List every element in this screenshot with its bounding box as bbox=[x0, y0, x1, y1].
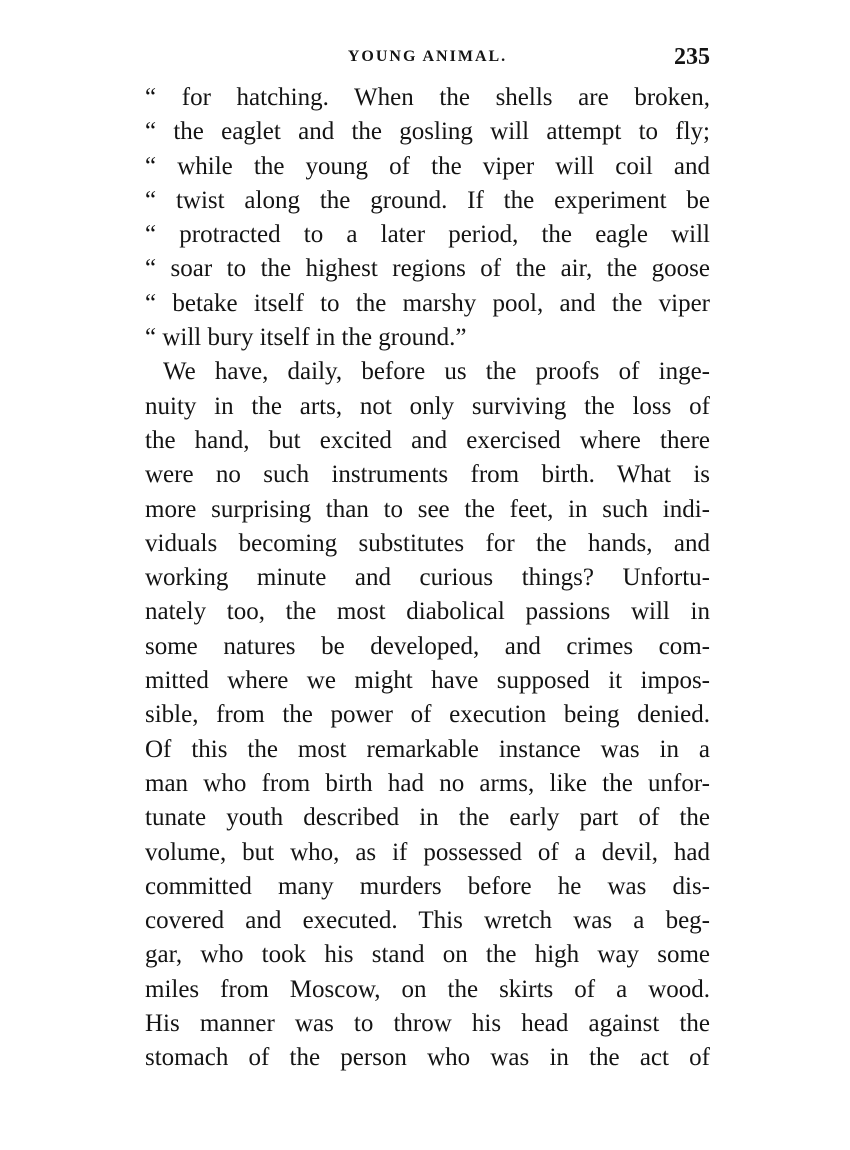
running-header bbox=[145, 44, 710, 74]
text-line: Of this the most remarkable instance was in a bbox=[145, 735, 710, 763]
text-line: tunate youth described in the early part of the bbox=[145, 804, 710, 832]
text-line: “ protracted to a later period, the eagle will bbox=[145, 221, 710, 249]
text-line: some natures be developed, and crimes com- bbox=[145, 632, 710, 660]
text-line: “ the eaglet and the gosling will attempt to fly; bbox=[145, 118, 710, 146]
text-line: stomach of the person who was in the act of bbox=[145, 1044, 710, 1072]
text-line: the hand, but excited and exercised where there bbox=[145, 426, 710, 454]
text-line: “ while the young of the viper will coil and bbox=[145, 152, 710, 180]
text-line: mitted where we might have supposed it impos- bbox=[145, 667, 710, 695]
text-line: “ for hatching. When the shells are broken, bbox=[145, 84, 710, 111]
text-line: miles from Moscow, on the skirts of a wood. bbox=[145, 975, 710, 1003]
text-line: man who from birth had no arms, like the unfor- bbox=[145, 769, 710, 797]
text-line: sible, from the power of execution being denied. bbox=[145, 701, 710, 729]
text-line: “ will bury itself in the ground.” bbox=[145, 324, 467, 352]
page-number: 235 bbox=[674, 44, 710, 70]
text-line: nuity in the arts, not only surviving the loss of bbox=[145, 392, 710, 420]
text-line: viduals becoming substitutes for the hands, and bbox=[145, 529, 710, 557]
running-title: YOUNG ANIMAL. bbox=[347, 48, 508, 65]
text-line: committed many murders before he was dis- bbox=[145, 872, 710, 900]
text-line: nately too, the most diabolical passions will in bbox=[145, 598, 710, 626]
text-line: gar, who took his stand on the high way some bbox=[145, 941, 710, 969]
text-line: were no such instruments from birth. What is bbox=[145, 461, 710, 489]
text-line: “ twist along the ground. If the experiment be bbox=[145, 186, 710, 214]
text-line: His manner was to throw his head against the bbox=[145, 1010, 710, 1038]
text-line: “ betake itself to the marshy pool, and the viper bbox=[145, 289, 710, 317]
text-line: volume, but who, as if possessed of a devil, had bbox=[145, 838, 710, 866]
text-line: “ soar to the highest regions of the air, the goose bbox=[145, 255, 710, 283]
text-line: more surprising than to see the feet, in such indi- bbox=[145, 495, 710, 523]
text-line: covered and executed. This wretch was a beg- bbox=[145, 907, 710, 935]
body-text bbox=[145, 81, 710, 1076]
text-line: working minute and curious things? Unfortu- bbox=[145, 564, 710, 592]
text-line: We have, daily, before us the proofs of inge- bbox=[163, 358, 710, 386]
